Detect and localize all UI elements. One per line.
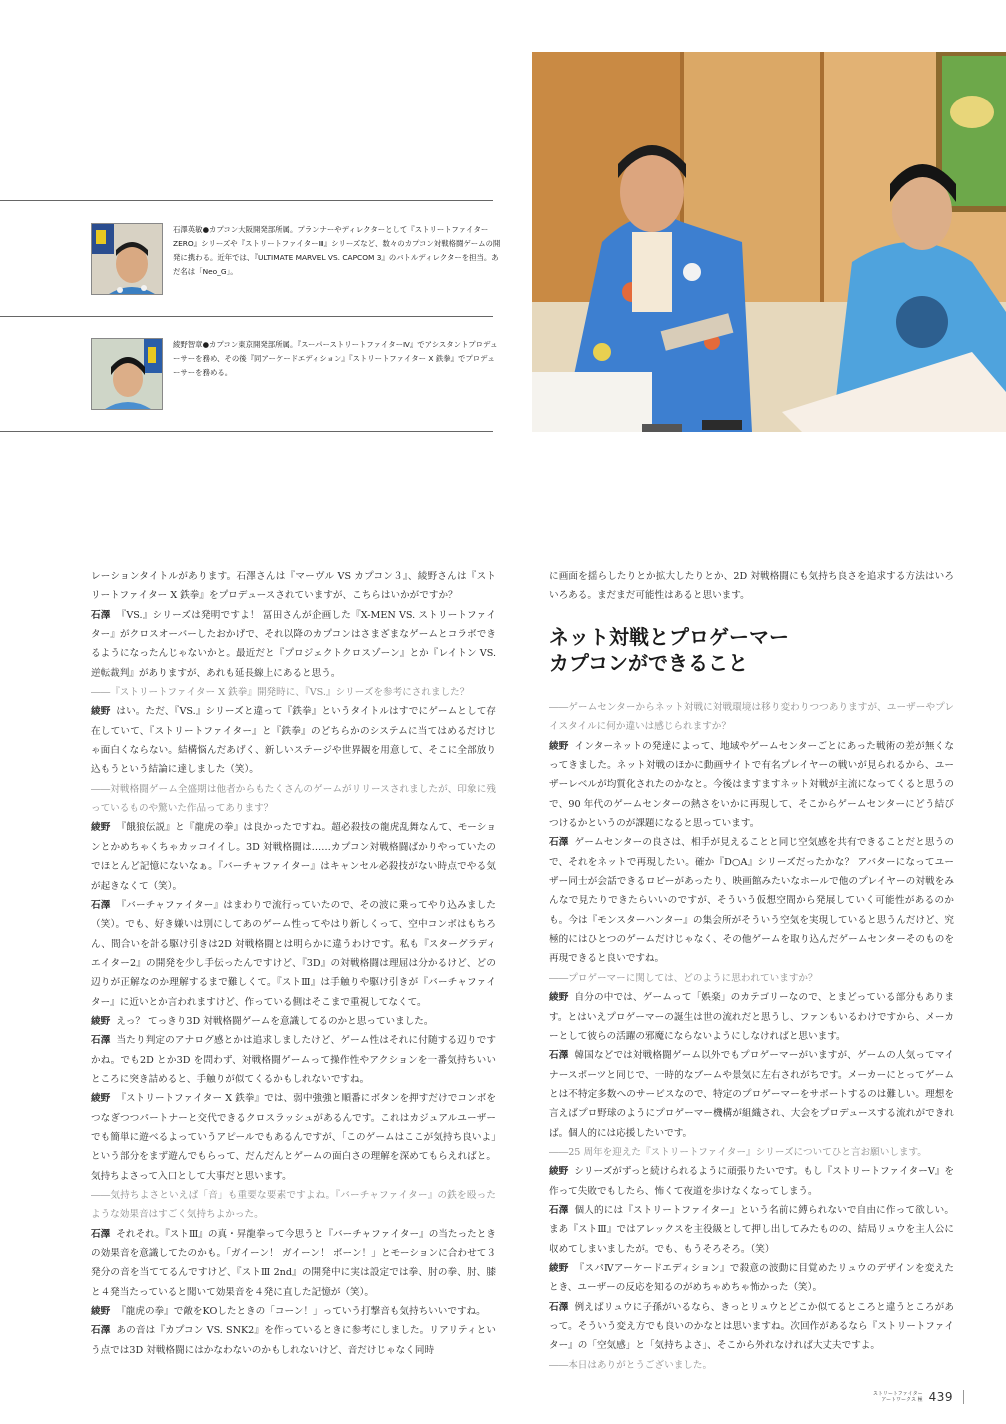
right-paragraph: 綾野 自分の中では、ゲームって「娯楽」のカテゴリーなので、とまどっている部分もあります。とはいえプロゲーマーの誕生は世の流れだと思うし、ファンもいるわけですから、メーカーとして彼らの活躍の邪魔にならないようにしなければと思います。: [549, 992, 955, 1042]
profile-ayano-text: 綾野智章●カプコン東京開発部所属。『スーパーストリートファイターⅣ』でアシスタントプロデューサーを務め、その後『同アーケードエディション』『ストリートファイター X 鉄拳』でプロデューサーを務める。: [173, 340, 498, 377]
left-paragraph: 綾野 はい。ただ、『VS.』シリーズと違って『鉄拳』というタイトルはすでにゲームとして存在していて、『ストリートファイター』と『鉄拳』のどちらかのシステムに当てはめるだけじゃ面白くならない。結構悩んだあげく、新しいステージや世界観を用意して、そこに全部放り込もうという結論に達しました（笑）。: [91, 706, 496, 776]
left-question: ――対戦格闘ゲーム全盛期は他者からもたくさんのゲームがリリースされましたが、印象に残っているものや驚いた作品ってあります？: [91, 783, 496, 815]
right-column: [549, 698, 954, 1375]
interview-photo: [532, 52, 1006, 432]
ishizawa-portrait: [91, 223, 163, 295]
right-paragraph: 綾野 『スパⅣアーケードエディション』で殺意の波動に目覚めたリュウのデザインを変えたとき、ユーザーの反応を知るのがめちゃめちゃ怖かった（笑）。: [549, 1262, 955, 1294]
right-paragraph: 石澤 個人的には『ストリートファイター』という名前に縛られないで自由に作って欲しい。まあ『ストⅢ』ではアレックスを主役級として押し出してみたものの、結局リュウを主人公に収めてしまいましたが。でも、もうそろそろ。（笑）: [549, 1204, 954, 1255]
left-paragraph: 石澤 『VS.』シリーズは発明ですよ！ 冨田さんが企画した『X-MEN VS. ストリートファイター』がクロスオーバーしたおかげで、それ以降のカプコンはさまざまなゲームとコラボできるようになったんじゃないかと。最近だと『プロジェクトクロスゾーン』とか『レイトン VS. 逆転裁判』がありますが、あれも延長線上にあると思う。: [91, 609, 497, 679]
page-number: 439: [928, 1390, 953, 1404]
left-paragraph: 石澤 あの音は『カプコン VS. SNK2』を作っているときに参考にしました。リアリティという点では3D 対戦格闘にはかなわないのかもしれないけど、音だけじゃなく同時: [91, 1325, 496, 1356]
left-paragraph: 石澤 当たり判定のアナログ感とかは追求しましたけど、ゲーム性はそれに付随する辺りですかね。でも2D とか3D を問わず、対戦格闘ゲームって操作性やアクションを一番気持ちいいところに突き詰めると、手触りが似てくるかもしれないですね。: [91, 1035, 497, 1085]
profile-ishizawa: [91, 223, 501, 295]
left-paragraph: 綾野 えっ？ てっきり3D 対戦格闘ゲームを意識してるのかと思っていました。: [91, 1015, 434, 1027]
right-question: ――ゲームセンターからネット対戦に対戦環境は移り変わりつつありますが、ユーザーやプレイスタイルに何か違いは感じられますか？: [549, 702, 954, 733]
profile-ayano: [91, 338, 501, 410]
right-paragraph: 石澤 ゲームセンターの良さは、相手が見えることと同じ空気感を共有できることだと思うので、それをネットで再現したい。確か『D○A』シリーズだったかな？ アバターになってユーザー同士が会話できるロビーがあったり、映画館みたいなホールで他のプレイヤーの対戦をみんなで見たりできたらいいのですが、そういう仮想空間から発展していく可能性があるのかも。今は『モンスターハンター』の集会所がそういう空気を実現していると思うんだけど、究極的にはひとつのゲームだけじゃなく、その他ゲームを取り込んだゲームセンターそのものを再現できると良いですね。: [549, 837, 955, 965]
left-question: ――気持ちよさといえば「音」も重要な要素ですよね。『バーチャファイター』の鉄を殴ったような効果音はすごく気持ちよかった。: [91, 1190, 496, 1221]
footer-book-label: ストリートファイター アートワークス 極: [872, 1391, 923, 1403]
right-question: ――プロゲーマーに関しては、どのように思われていますか？: [549, 972, 818, 984]
right-paragraph: 石澤 例えばリュウに子孫がいるなら、きっとリュウとどこか似てるところと違うところがあって。そういう変え方でも良いのかなとは思いますね。次回作があるなら『ストリートファイター』の「空気感」と「気持ちよさ」、そこから外れなければ大丈夫ですよ。: [549, 1301, 954, 1352]
footer-divider: [963, 1390, 964, 1404]
right-paragraph: 石澤 韓国などでは対戦格闘ゲーム以外でもプロゲーマーがいますが、ゲームの人気ってマイナースポーツと同じで、一時的なブームや景気に左右されがちです。メーカーにとってゲームとは不特定多数へのサービスなので、特定のプロゲーマーをサポートするのは難しい。理想を言えばプロ野球のようにプロゲーマー機構が組織され、大会をプロデュースする流れができれば。個人的には応援したいです。: [549, 1050, 954, 1139]
divider-bottom: [0, 431, 493, 432]
right-question: ――本日はありがとうございました。: [549, 1359, 713, 1371]
right-column-top: [549, 567, 954, 606]
divider-top: [0, 200, 493, 201]
left-paragraph: 石澤 『バーチャファイター』はまわりで流行っていたので、その波に乗ってやり込みました（笑）。でも、好き嫌いは別にしてあのゲーム性ってやはり新しくって、空中コンボはもちろん、間合いを計る駆け引きは2D 対戦格闘とは明らかに違うわけです。私も『スターグラディエイター2』の開発を少し手伝ったんですけど、『3D』の対戦格闘は理屈は分かるけど、どの辺りが正解なのか理解するまで難しくて。『ストⅢ』は手触りや駆け引きが『バーチャファイター』に近いとか言われますけど、作っている側はそこまで重視してなくて。: [91, 899, 497, 1008]
section-heading-line2: カプコンができること: [549, 651, 748, 675]
left-paragraph: 綾野 『餓狼伝説』と『龍虎の拳』は良かったですね。超必殺技の龍虎乱舞なんて、モーションとかめちゃくちゃカッコイイし。3D 対戦格闘は……カプコン対戦格闘ばかりやっていたのでほとんど記憶にないなぁ。『バーチャファイター』はキャンセル必殺技がない時点でやる気が起きなくて（笑）。: [91, 822, 497, 892]
left-column: [91, 567, 496, 1360]
right-question: ――25 周年を迎えた『ストリートファイター』シリーズについてひと言お願いします。: [549, 1146, 927, 1158]
section-heading: [549, 624, 789, 676]
left-paragraph: 石澤 それそれ。『ストⅢ』の真・昇龍拳って今思うと『バーチャファイター』の当たったときの効果音を意識してたのかも。「ガイーン！ ガイーン！ ボーン！」とモーションに合わせて３発分の音を当ててるんですけど、『ストⅢ 2nd』の開発中に実は設定では拳、肘の拳、肘、膝と４発当たっていると聞いて効果音を４発に直した記憶が（笑）。: [91, 1228, 497, 1298]
profile-ishizawa-text: 石澤英敏●カプコン大阪開発部所属。プランナーやディレクターとして『ストリートファイターZERO』シリーズや『ストリートファイターⅢ』シリーズなど、数々のカプコン対戦格闘ゲームの開発に携わる。近年では、『ULTIMATE MARVEL VS. CAPCOM 3』のバトルディレクターを担当。あだ名は「Neo_G」。: [173, 225, 501, 276]
right-paragraph: 綾野 インターネットの発達によって、地域やゲームセンターごとにあった戦術の差が無くなってきました。ネット対戦のほかに動画サイトで有名プレイヤーの戦いが見られるから、ユーザーレベルが均質化されたのかなと。今後はますますネット対戦が主流になってくると思うので、90 年代のゲームセンターの熱さをいかに再現して、そこからゲームセンターにどう結びつけるかというのが課題になると思っています。: [549, 740, 954, 830]
left-paragraph: 綾野 『龍虎の拳』で敵をKOしたときの「コーン！」っていう打撃音も気持ちいいですね。: [91, 1306, 486, 1318]
divider-middle: [0, 316, 493, 317]
page-footer: [873, 1390, 964, 1404]
left-paragraph: 綾野 『ストリートファイター X 鉄拳』では、弱中強強と順番にボタンを押すだけでコンボをつなぎつつパートナーと交代できるクロスラッシュがあるんです。これはカジュアルユーザーでも簡単に遊べるよっていうアピールでもあるんですが、「このゲームはここが気持ち良いよ」という部分をまず遊んでもらって、だんだんとゲームの面白さの理解を深めてもらえればと。気持ちよさって入口として大事だと思います。: [91, 1093, 496, 1182]
section-heading-line1: ネット対戦とプロゲーマー: [549, 625, 789, 649]
right-paragraph: に画面を揺らしたりとか拡大したりとか、2D 対戦格闘にも気持ち良さを追求する方法はいろいろある。まだまだ可能性はあると思います。: [549, 571, 954, 602]
left-paragraph: レーションタイトルがあります。石澤さんは『マーヴル VS カプコン３』、綾野さんは『ストリートファイター X 鉄拳』をプロデュースされていますが、こちらはいかがですか？: [91, 571, 496, 602]
left-question: ――『ストリートファイター X 鉄拳』開発時に、『VS.』シリーズを参考にされました？: [91, 687, 470, 699]
ayano-portrait: [91, 338, 163, 410]
right-paragraph: 綾野 シリーズがずっと続けられるように頑張りたいです。もし『ストリートファイターⅤ』を作って失敗でもしたら、怖くて夜道を歩けなくなってしまう。: [549, 1166, 955, 1197]
